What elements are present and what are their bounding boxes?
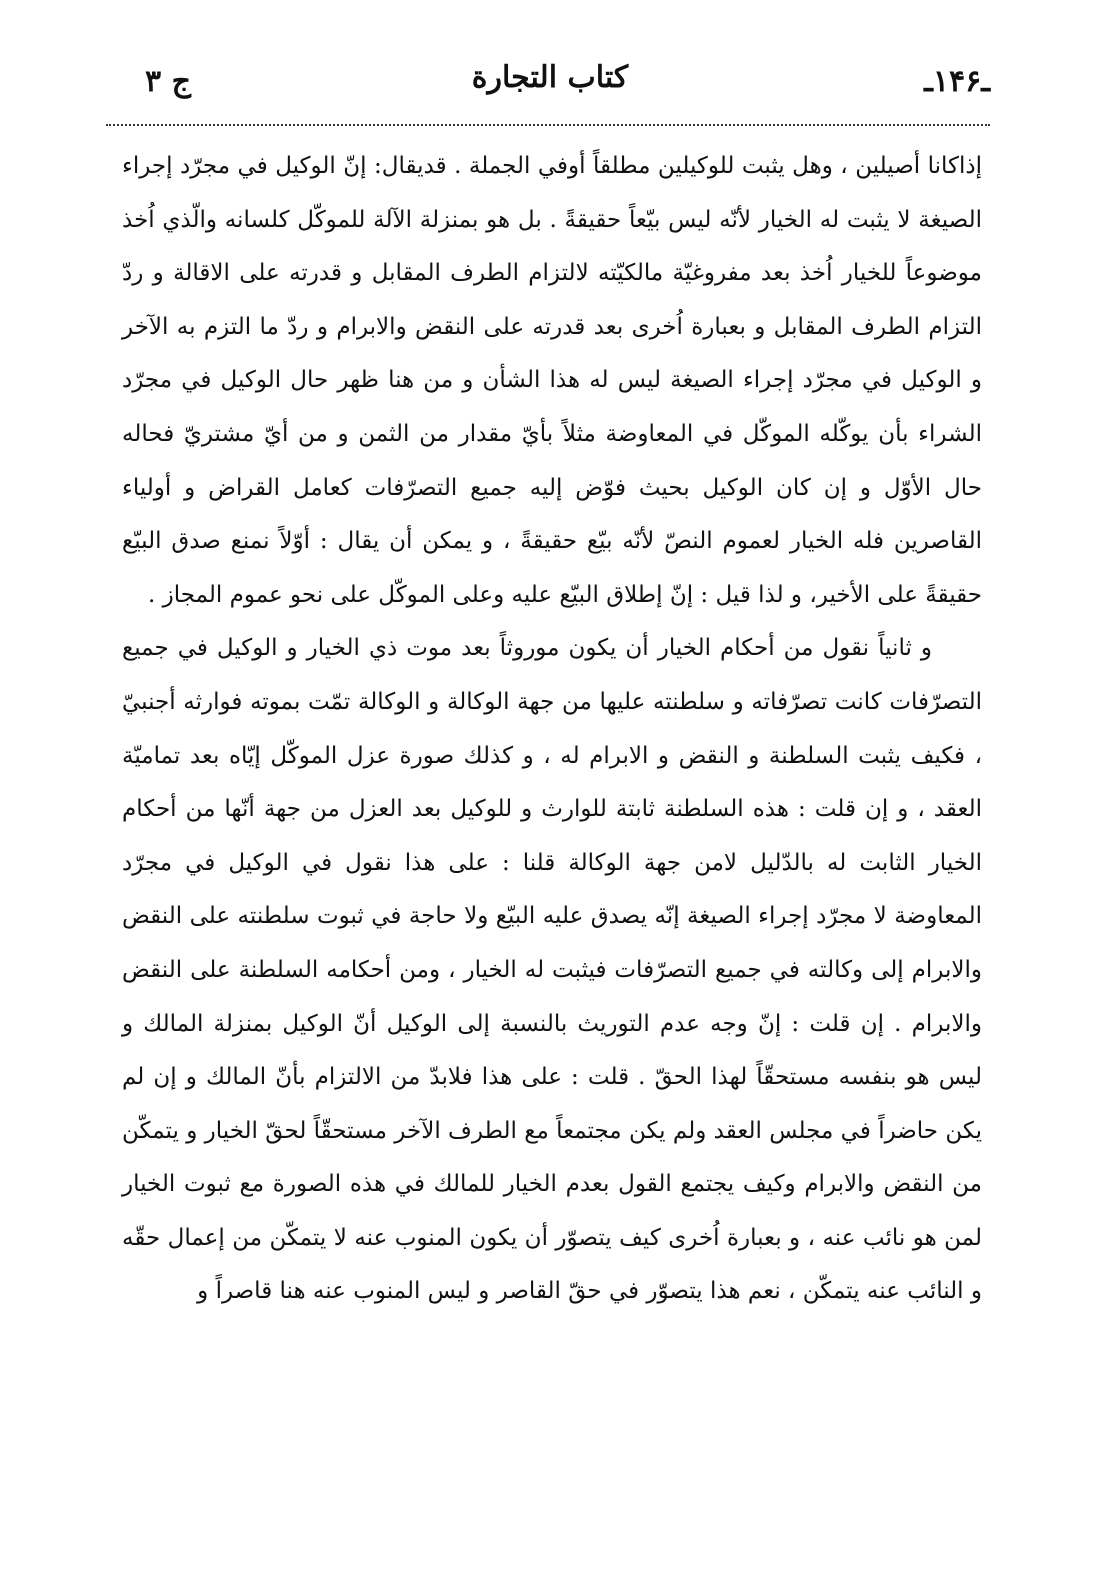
volume-number: ج ٣ xyxy=(145,64,191,99)
main-text xyxy=(122,140,982,1319)
header-divider xyxy=(106,124,990,126)
paragraph-2: و ثانياً نقول من أحكام الخيار أن يكون موروثاً بعد موت ذي الخيار و الوكيل في جميع التصرّفات كانت تصرّفاته و سلطنته عليها من جهة الوكالة و الوكالة تمّت بموته فوارثه أجنبيّ ، فكيف يثبت السلطنة و النقض و الابرام له ، و كذلك صورة عزل الموكّل إيّاه بعد تماميّة العقد ، و إن قلت : هذه السلطنة ثابتة للوارث و للوكيل بعد العزل من جهة أنّها من أحكام الخيار الثابت له بالدّليل لامن جهة الوكالة قلنا : على هذا نقول في الوكيل في مجرّد المعاوضة لا مجرّد إجراء الصيغة إنّه يصدق عليه البيّع ولا حاجة في ثبوت سلطنته على النقض والابرام إلى وكالته في جميع التصرّفات فيثبت له الخيار ، ومن أحكامه السلطنة على النقض والابرام . إن قلت : إنّ وجه عدم التوريث بالنسبة إلى الوكيل أنّ الوكيل بمنزلة المالك و ليس هو بنفسه مستحقّاً لهذا الحقّ . قلت : على هذا فلابدّ من الالتزام بأنّ المالك و إن لم يكن حاضراً في مجلس العقد ولم يكن مجتمعاً مع الطرف الآخر مستحقّاً لحقّ الخيار و يتمكّن من النقض والابرام وكيف يجتمع القول بعدم الخيار للمالك في هذه الصورة مع ثبوت الخيار لمن هو نائب عنه ، و بعبارة اُخرى كيف يتصوّر أن يكون المنوب عنه لا يتمكّن من إعمال حقّه و النائب عنه يتمكّن ، نعم هذا يتصوّر في حقّ القاصر و ليس المنوب عنه هنا قاصراً و xyxy=(122,635,982,1305)
page-number: ـ١۴۶ـ xyxy=(924,64,990,99)
running-header xyxy=(110,60,990,120)
paragraph-1: إذاكانا أصيلين ، وهل يثبت للوكيلين مطلقاً أوفي الجملة . قديقال: إنّ الوكيل في مجرّد إجراء الصيغة لا يثبت له الخيار لأنّه ليس بيّعاً حقيقةً . بل هو بمنزلة الآلة للموكّل كلسانه والّذي اُخذ موضوعاً للخيار اُخذ بعد مفروغيّة مالكيّته لالتزام الطرف المقابل و قدرته على الاقالة و ردّ التزام الطرف المقابل و بعبارة اُخرى بعد قدرته على النقض والابرام و ردّ ما التزم به الآخر و الوكيل في مجرّد إجراء الصيغة ليس له هذا الشأن و من هنا ظهر حال الوكيل في مجرّد الشراء بأن يوكّله الموكّل في المعاوضة مثلاً بأيّ مقدار من الثمن و من أيّ مشتريّ فحاله حال الأوّل و إن كان الوكيل بحيث فوّض إليه جميع التصرّفات كعامل القراض و أولياء القاصرين فله الخيار لعموم النصّ لأنّه بيّع حقيقةً ، و يمكن أن يقال : أوّلاً نمنع صدق البيّع حقيقةً على الأخير، و لذا قيل : إنّ إطلاق البيّع عليه وعلى الموكّل على نحو عموم المجاز . xyxy=(122,153,982,608)
book-title: كتاب التجارة xyxy=(471,60,629,95)
